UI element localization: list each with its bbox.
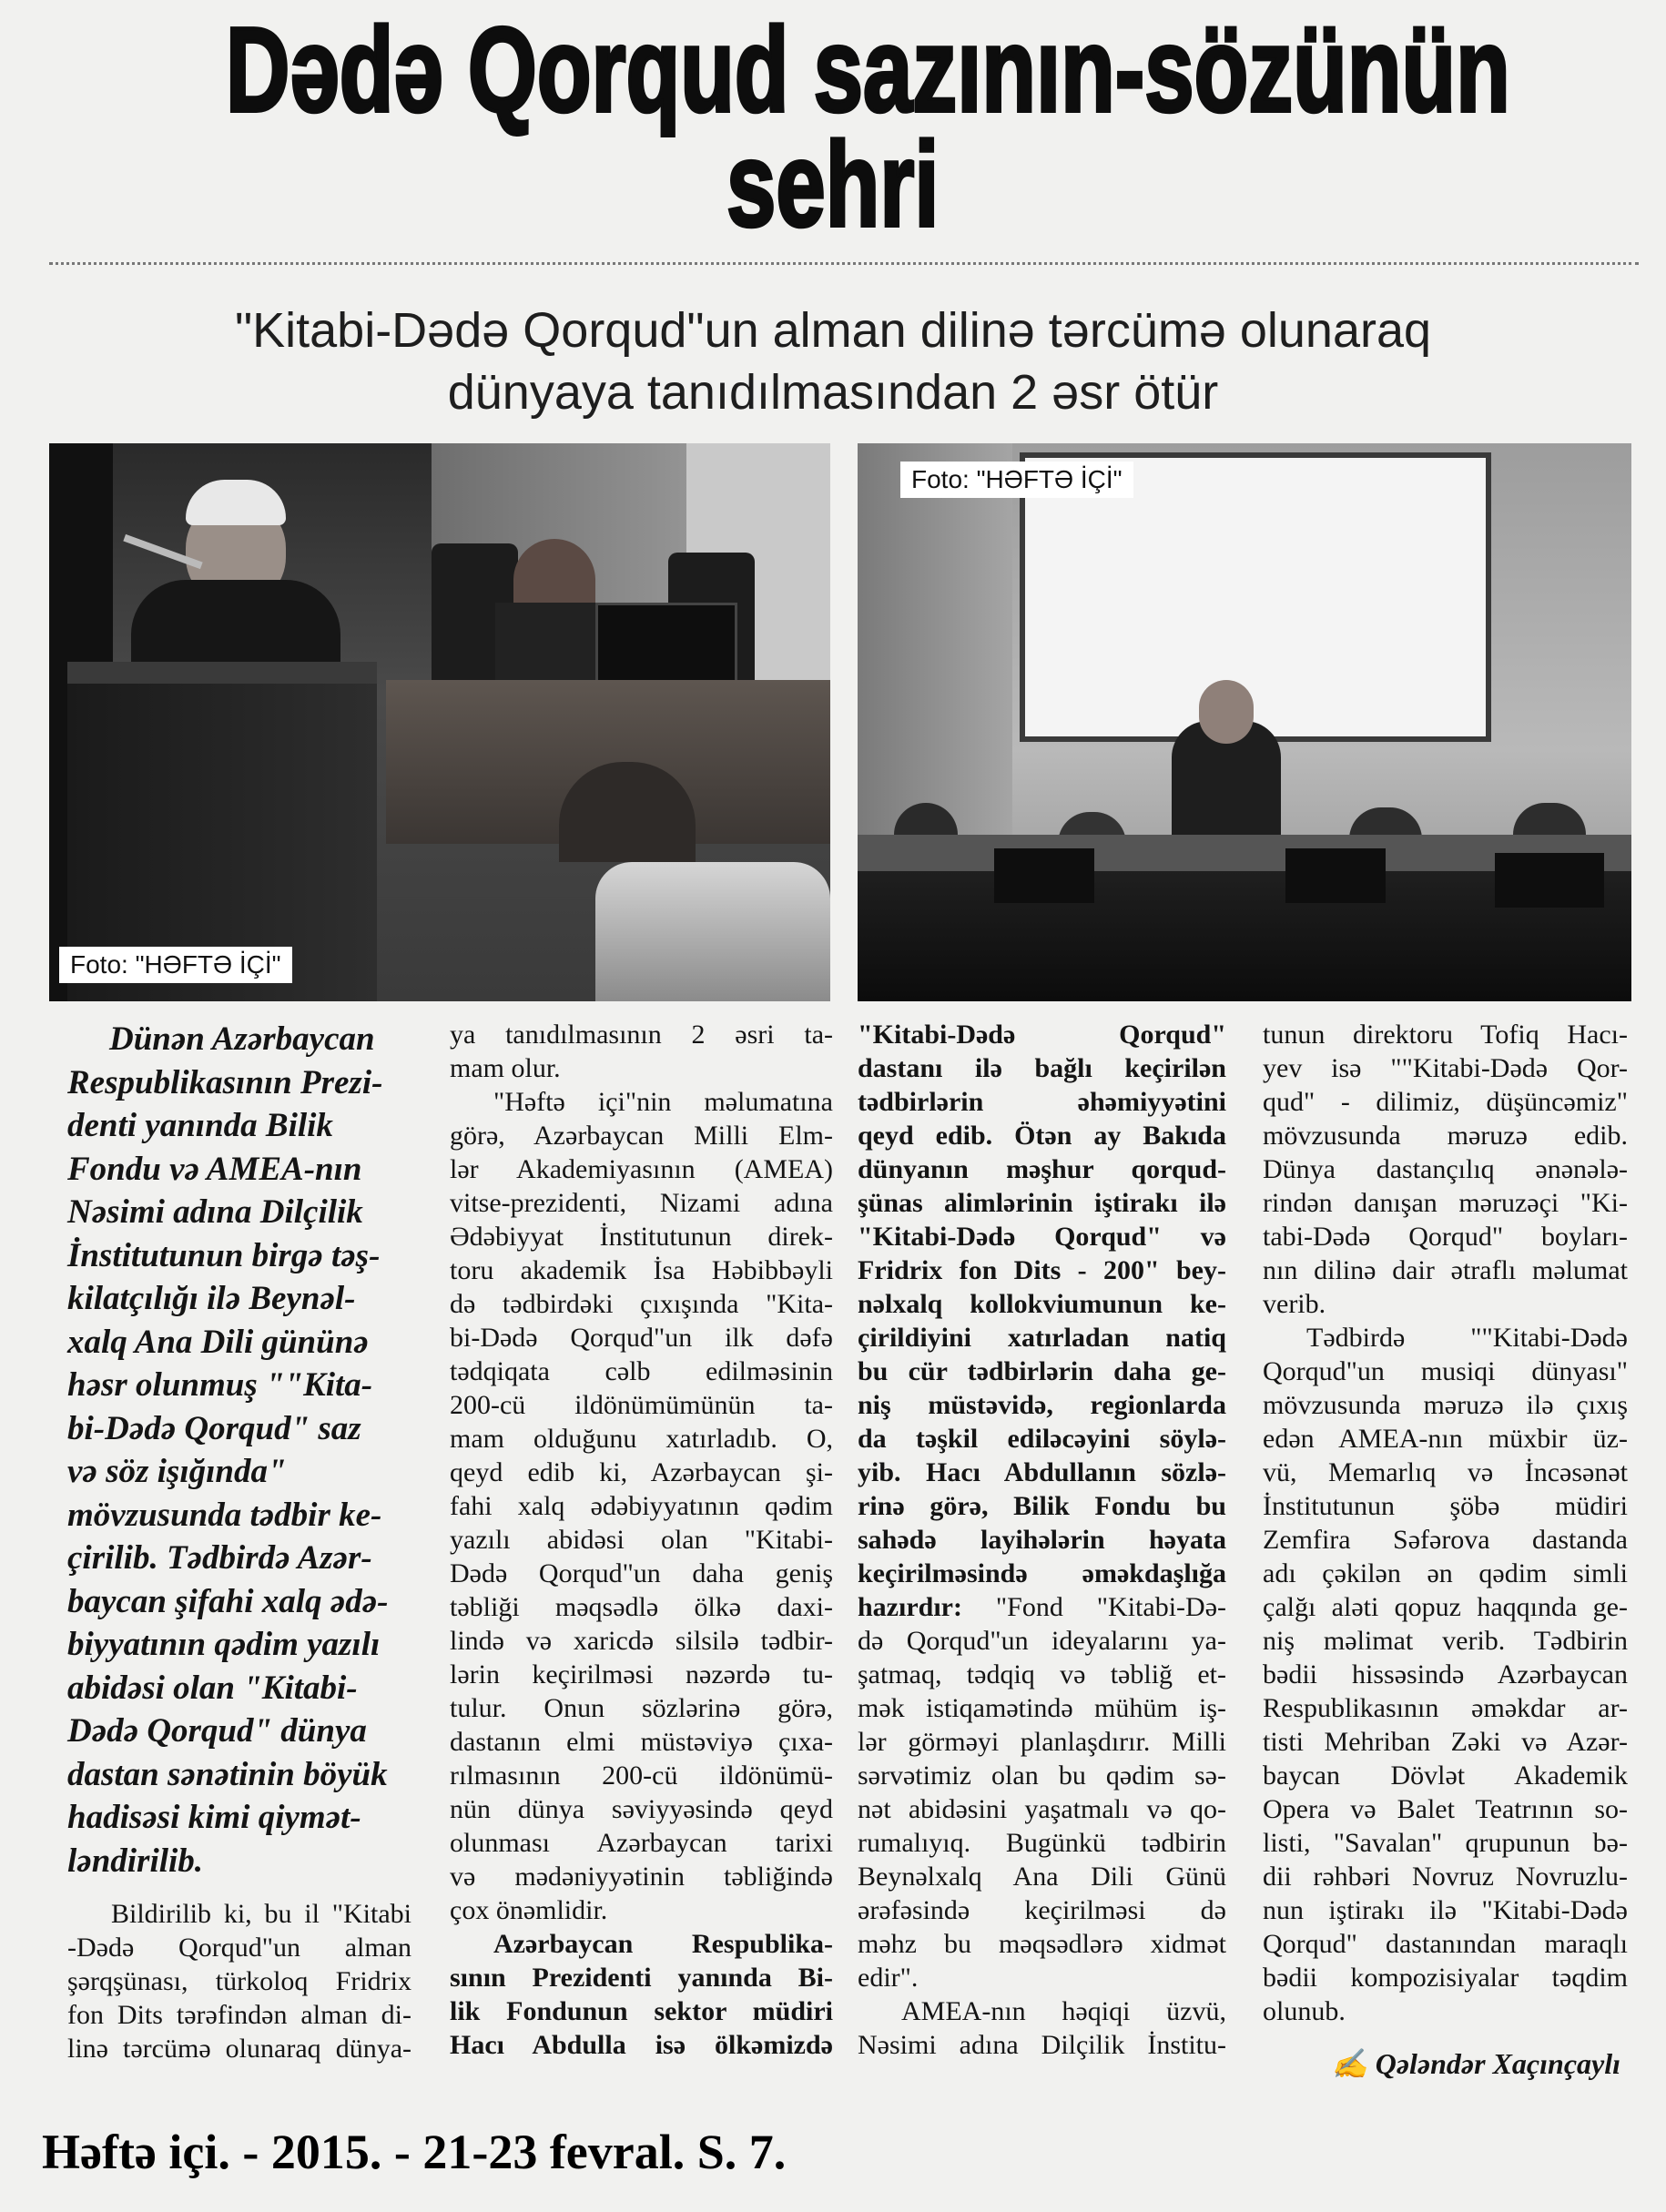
paragraph	[450, 1018, 833, 1085]
text-line: nət abidəsini yaşatmalı və qo-	[858, 1794, 1226, 1824]
paragraph-gap	[67, 1882, 411, 1897]
text-line: Dədə Qorqud" dünya	[67, 1712, 367, 1750]
text-line: bədii hissəsində Azərbaycan	[1263, 1659, 1628, 1689]
text-line: da təşkil ediləcəyini söylə-	[858, 1424, 1226, 1454]
text-line: "Kitabi-Dədə Qorqud"	[858, 1020, 1226, 1050]
text-line: yib. Hacı Abdullanın sözlə-	[858, 1457, 1226, 1487]
text-line: görə, Azərbaycan Milli Elm-	[450, 1121, 833, 1151]
text-line: fon Dits tərəfindən alman di-	[67, 2000, 411, 2030]
text-line: dünyanın məşhur qorqud-	[858, 1154, 1226, 1184]
text-line: Nəsimi adına Dilçilik	[67, 1193, 363, 1231]
text-line: təbliği məqsədlə ölkə daxi-	[450, 1592, 833, 1622]
text-line: də tədbirdəki çıxışında "Kita-	[450, 1289, 833, 1319]
author-byline	[1275, 2046, 1620, 2081]
text-line: bi-Dədə Qorqud"un ilk dəfə	[450, 1323, 833, 1353]
headline-line-1: Dədə Qorqud sazının-sözünün	[225, 3, 1510, 137]
text-line: vü, Memarlıq və İncəsənət	[1263, 1457, 1628, 1487]
text-line: niş məlimat verib. Tədbirin	[1263, 1626, 1628, 1656]
paragraph	[1263, 1018, 1628, 1321]
text-line: tədbirlərin əhəmiyyətini	[858, 1087, 1226, 1117]
text-line: çirilib. Tədbirdə Azər-	[67, 1539, 372, 1577]
article-column-3	[858, 1018, 1226, 2062]
text-line: qeyd edib. Ötən ay Bakıda	[858, 1121, 1226, 1151]
text-line: verib.	[1263, 1289, 1326, 1319]
paragraph	[1263, 1321, 1628, 2028]
text-line: məhz bu məqsədlərə xidmət	[858, 1929, 1226, 1959]
paragraph	[67, 1018, 411, 1882]
text-line: ərəfəsində keçirilməsi də	[858, 1895, 1226, 1925]
text-line: toru akademik İsa Həbibbəyli	[450, 1255, 833, 1285]
photo-credit-left: Foto: "HƏFTƏ İÇİ"	[59, 947, 292, 983]
text-line: denti yanında Bilik	[67, 1107, 333, 1144]
text-line: nın dilinə dair ətraflı məlumat	[1263, 1255, 1628, 1285]
text-line: Tədbirdə ""Kitabi-Dədə	[1306, 1323, 1628, 1353]
text-line: mövzusunda məruzə ilə çıxış	[1263, 1390, 1628, 1420]
text-line: bu cür tədbirlərin daha ge-	[858, 1356, 1226, 1386]
paragraph	[858, 1590, 1226, 1994]
text-line: lər Akademiyasının (AMEA)	[450, 1154, 833, 1184]
article-column-1	[67, 1018, 411, 2065]
paragraph	[450, 1085, 833, 1927]
text-line: adı çəkilən ən qədim simli	[1263, 1558, 1628, 1588]
text-line: rılmasının 200-cü ildönümü-	[450, 1760, 833, 1791]
headline-line-2: sehri	[726, 117, 940, 251]
text-line: fahi xalq ədəbiyyatının qədim	[450, 1491, 833, 1521]
photo-panel-table	[858, 443, 1631, 1001]
text-line: lər görməyi planlaşdırır. Milli	[858, 1727, 1226, 1757]
subheadline-line-1: "Kitabi-Dədə Qorqud"un alman dilinə tərcümə olunaraq	[234, 303, 1432, 358]
text-line: Qorqud"un musiqi dünyası"	[1263, 1356, 1628, 1386]
text-line: yev isə ""Kitabi-Dədə Qor-	[1263, 1053, 1628, 1083]
text-line: mövzusunda tədbir ke-	[67, 1496, 382, 1534]
text-line	[858, 1590, 1226, 1624]
text-line: keçirilməsində əməkdaşlığa	[858, 1558, 1226, 1588]
text-line: Qorqud" dastanından maraqlı	[1263, 1929, 1628, 1959]
text-line: bədii kompozisiyalar təqdim	[1263, 1963, 1628, 1993]
text-line: mam olur.	[450, 1053, 561, 1083]
text-line: mövzusunda məruzə edib.	[1263, 1121, 1628, 1151]
text-line: Zemfira Səfərova dastanda	[1263, 1525, 1628, 1555]
text-line: nun iştirakı ilə "Kitabi-Dədə	[1263, 1895, 1628, 1925]
text-line: Fondu və AMEA-nın	[67, 1150, 362, 1188]
pen-icon: ✍	[1331, 2047, 1376, 2080]
text-line: və söz işığında"	[67, 1453, 287, 1490]
subheadline-line-2: dünyaya tanıdılmasından 2 əsr ötür	[447, 365, 1219, 420]
text-line: xalq Ana Dili gününə	[67, 1323, 369, 1361]
text-line: ya tanıdılmasının 2 əsri ta-	[450, 1020, 833, 1050]
text-line: Azərbaycan Respublika-	[493, 1929, 833, 1959]
text-line: də Qorqud"un ideyalarını ya-	[858, 1626, 1226, 1656]
text-line: qud" - dilimiz, düşüncəmiz"	[1263, 1087, 1628, 1117]
photo-credit-right: Foto: "HƏFTƏ İÇİ"	[900, 462, 1133, 498]
article-column-2	[450, 1018, 833, 2062]
text-line: tədqiqata cəlb edilməsinin	[450, 1356, 833, 1386]
text-line: İnstitutunun birgə təş-	[67, 1236, 381, 1274]
text-line: tulur. Onun sözlərinə görə,	[450, 1693, 833, 1723]
text-line: abidəsi olan "Kitabi-	[67, 1669, 358, 1707]
text-line: çirildiyini xatırladan natiq	[858, 1323, 1226, 1353]
text-line: Bildirilib ki, bu il "Kitabi	[111, 1899, 411, 1929]
text-line: nün dünya səviyyəsində qeyd	[450, 1794, 833, 1824]
text-line: şərqşünası, türkoloq Fridrix	[67, 1966, 411, 1996]
text-line: nəlxalq kollokviumunun ke-	[858, 1289, 1226, 1319]
text-line: kilatçılığı ilə Beynəl-	[67, 1280, 356, 1317]
paragraph	[450, 1927, 833, 2062]
text-line: Nəsimi adına Dilçilik İnstitu-	[858, 2030, 1226, 2060]
text-line: "Həftə içi"nin məlumatına	[493, 1087, 833, 1117]
author-name: Qələndər Xaçınçaylı	[1375, 2047, 1620, 2080]
text-line: Dədə Qorqud"un daha geniş	[450, 1558, 833, 1588]
text-line: hadisəsi kimi qiymət-	[67, 1799, 361, 1836]
text-line: lərin keçirilməsi nəzərdə tu-	[450, 1659, 833, 1689]
text-line: tunun direktoru Tofiq Hacı-	[1263, 1020, 1628, 1050]
text-line: tabi-Dədə Qorqud" boyları-	[1263, 1222, 1628, 1252]
text-line: Fridrix fon Dits - 200" bey-	[858, 1255, 1226, 1285]
text-line: çalğı aləti qopuz haqqında ge-	[1263, 1592, 1628, 1622]
paragraph	[858, 1994, 1226, 2062]
text-line: qeyd edib ki, Azərbaycan şi-	[450, 1457, 833, 1487]
photo-speaker-at-podium	[49, 443, 830, 1001]
text-line: baycan şifahi xalq ədə-	[67, 1582, 389, 1620]
text-line: çox önəmlidir.	[450, 1895, 608, 1925]
text-line: şatmaq, tədqiq və təbliğ et-	[858, 1659, 1226, 1689]
text-line: sahədə layihələrin həyata	[858, 1525, 1226, 1555]
source-citation: Həftə içi. - 2015. - 21-23 fevral. S. 7.	[42, 2125, 787, 2179]
text-line: bi-Dədə Qorqud" saz	[67, 1409, 361, 1447]
text-line: -Dədə Qorqud"un alman	[67, 1933, 411, 1963]
text-line: yazılı abidəsi olan "Kitabi-	[450, 1525, 833, 1555]
text-segment: "Fond "Kitabi-Də-	[961, 1592, 1226, 1622]
text-line: AMEA-nın həqiqi üzvü,	[901, 1996, 1226, 2026]
text-line: linə tərcümə olunaraq dünya-	[67, 2034, 411, 2064]
text-line: mam olduğunu xatırladıb. O,	[450, 1424, 833, 1454]
text-line: olunması Azərbaycan tarixi	[450, 1828, 833, 1858]
text-line: rinə görə, Bilik Fondu bu	[858, 1491, 1226, 1521]
text-line: Beynəlxalq Ana Dili Günü	[858, 1862, 1226, 1892]
article-column-4	[1263, 1018, 1628, 2028]
text-line: listi, "Savalan" qrupunun bə-	[1263, 1828, 1628, 1858]
text-line: həsr olunmuş ""Kita-	[67, 1366, 373, 1404]
text-line: sının Prezidenti yanında Bi-	[450, 1963, 833, 1993]
text-line: Hacı Abdulla isə ölkəmizdə	[450, 2030, 833, 2060]
text-line: 200-cü ildönümümünün ta-	[450, 1390, 833, 1420]
text-line: lində və xaricdə silsilə tədbir-	[450, 1626, 833, 1656]
text-line: olunub.	[1263, 1996, 1346, 2026]
text-line: biyyatının qədim yazılı	[67, 1626, 381, 1663]
text-line: rindən danışan məruzəçi "Ki-	[1263, 1188, 1628, 1218]
text-line: lik Fondunun sektor müdiri	[450, 1996, 833, 2026]
text-line: sərvətimiz olan bu qədim sə-	[858, 1760, 1226, 1791]
text-line: Dünən Azərbaycan	[109, 1020, 375, 1058]
paragraph	[858, 1018, 1226, 1590]
text-line: Dünya dastançılıq ənənələ-	[1263, 1154, 1628, 1184]
divider-rule	[49, 262, 1639, 265]
text-line: dastan sənətinin böyük	[67, 1755, 388, 1793]
text-line: Respublikasının Prezi-	[67, 1063, 383, 1101]
text-line: dastanı ilə bağlı keçirilən	[858, 1053, 1226, 1083]
text-line: niş müstəvidə, regionlarda	[858, 1390, 1226, 1420]
text-line: vitse-prezidenti, Nizami adına	[450, 1188, 833, 1218]
text-line: dii rəhbəri Novruz Novruzlu-	[1263, 1862, 1628, 1892]
text-line: şünas alimlərinin iştirakı ilə	[858, 1188, 1226, 1218]
text-line: dastanın elmi müstəviyə çıxa-	[450, 1727, 833, 1757]
text-line: mək istiqamətində mühüm iş-	[858, 1693, 1226, 1723]
text-line: Opera və Balet Teatrının so-	[1263, 1794, 1628, 1824]
text-line: edir".	[858, 1963, 919, 1993]
text-line: rumalıyıq. Bugünkü tədbirin	[858, 1828, 1226, 1858]
text-line: ləndirilib.	[67, 1842, 204, 1880]
text-line: Respublikasının əməkdar ar-	[1263, 1693, 1628, 1723]
text-segment: hazırdır:	[858, 1592, 962, 1622]
text-line: Ədəbiyyat İnstitutunun direk-	[450, 1222, 833, 1252]
text-line: İnstitutunun şöbə müdiri	[1263, 1491, 1628, 1521]
text-line: edən AMEA-nın müxbir üz-	[1263, 1424, 1628, 1454]
text-line: tisti Mehriban Zəki və Azər-	[1263, 1727, 1628, 1757]
text-line: və mədəniyyətinin təbliğində	[450, 1862, 833, 1892]
text-line: "Kitabi-Dədə Qorqud" və	[858, 1222, 1226, 1252]
text-line: baycan Dövlət Akademik	[1263, 1760, 1628, 1791]
paragraph	[67, 1897, 411, 2065]
